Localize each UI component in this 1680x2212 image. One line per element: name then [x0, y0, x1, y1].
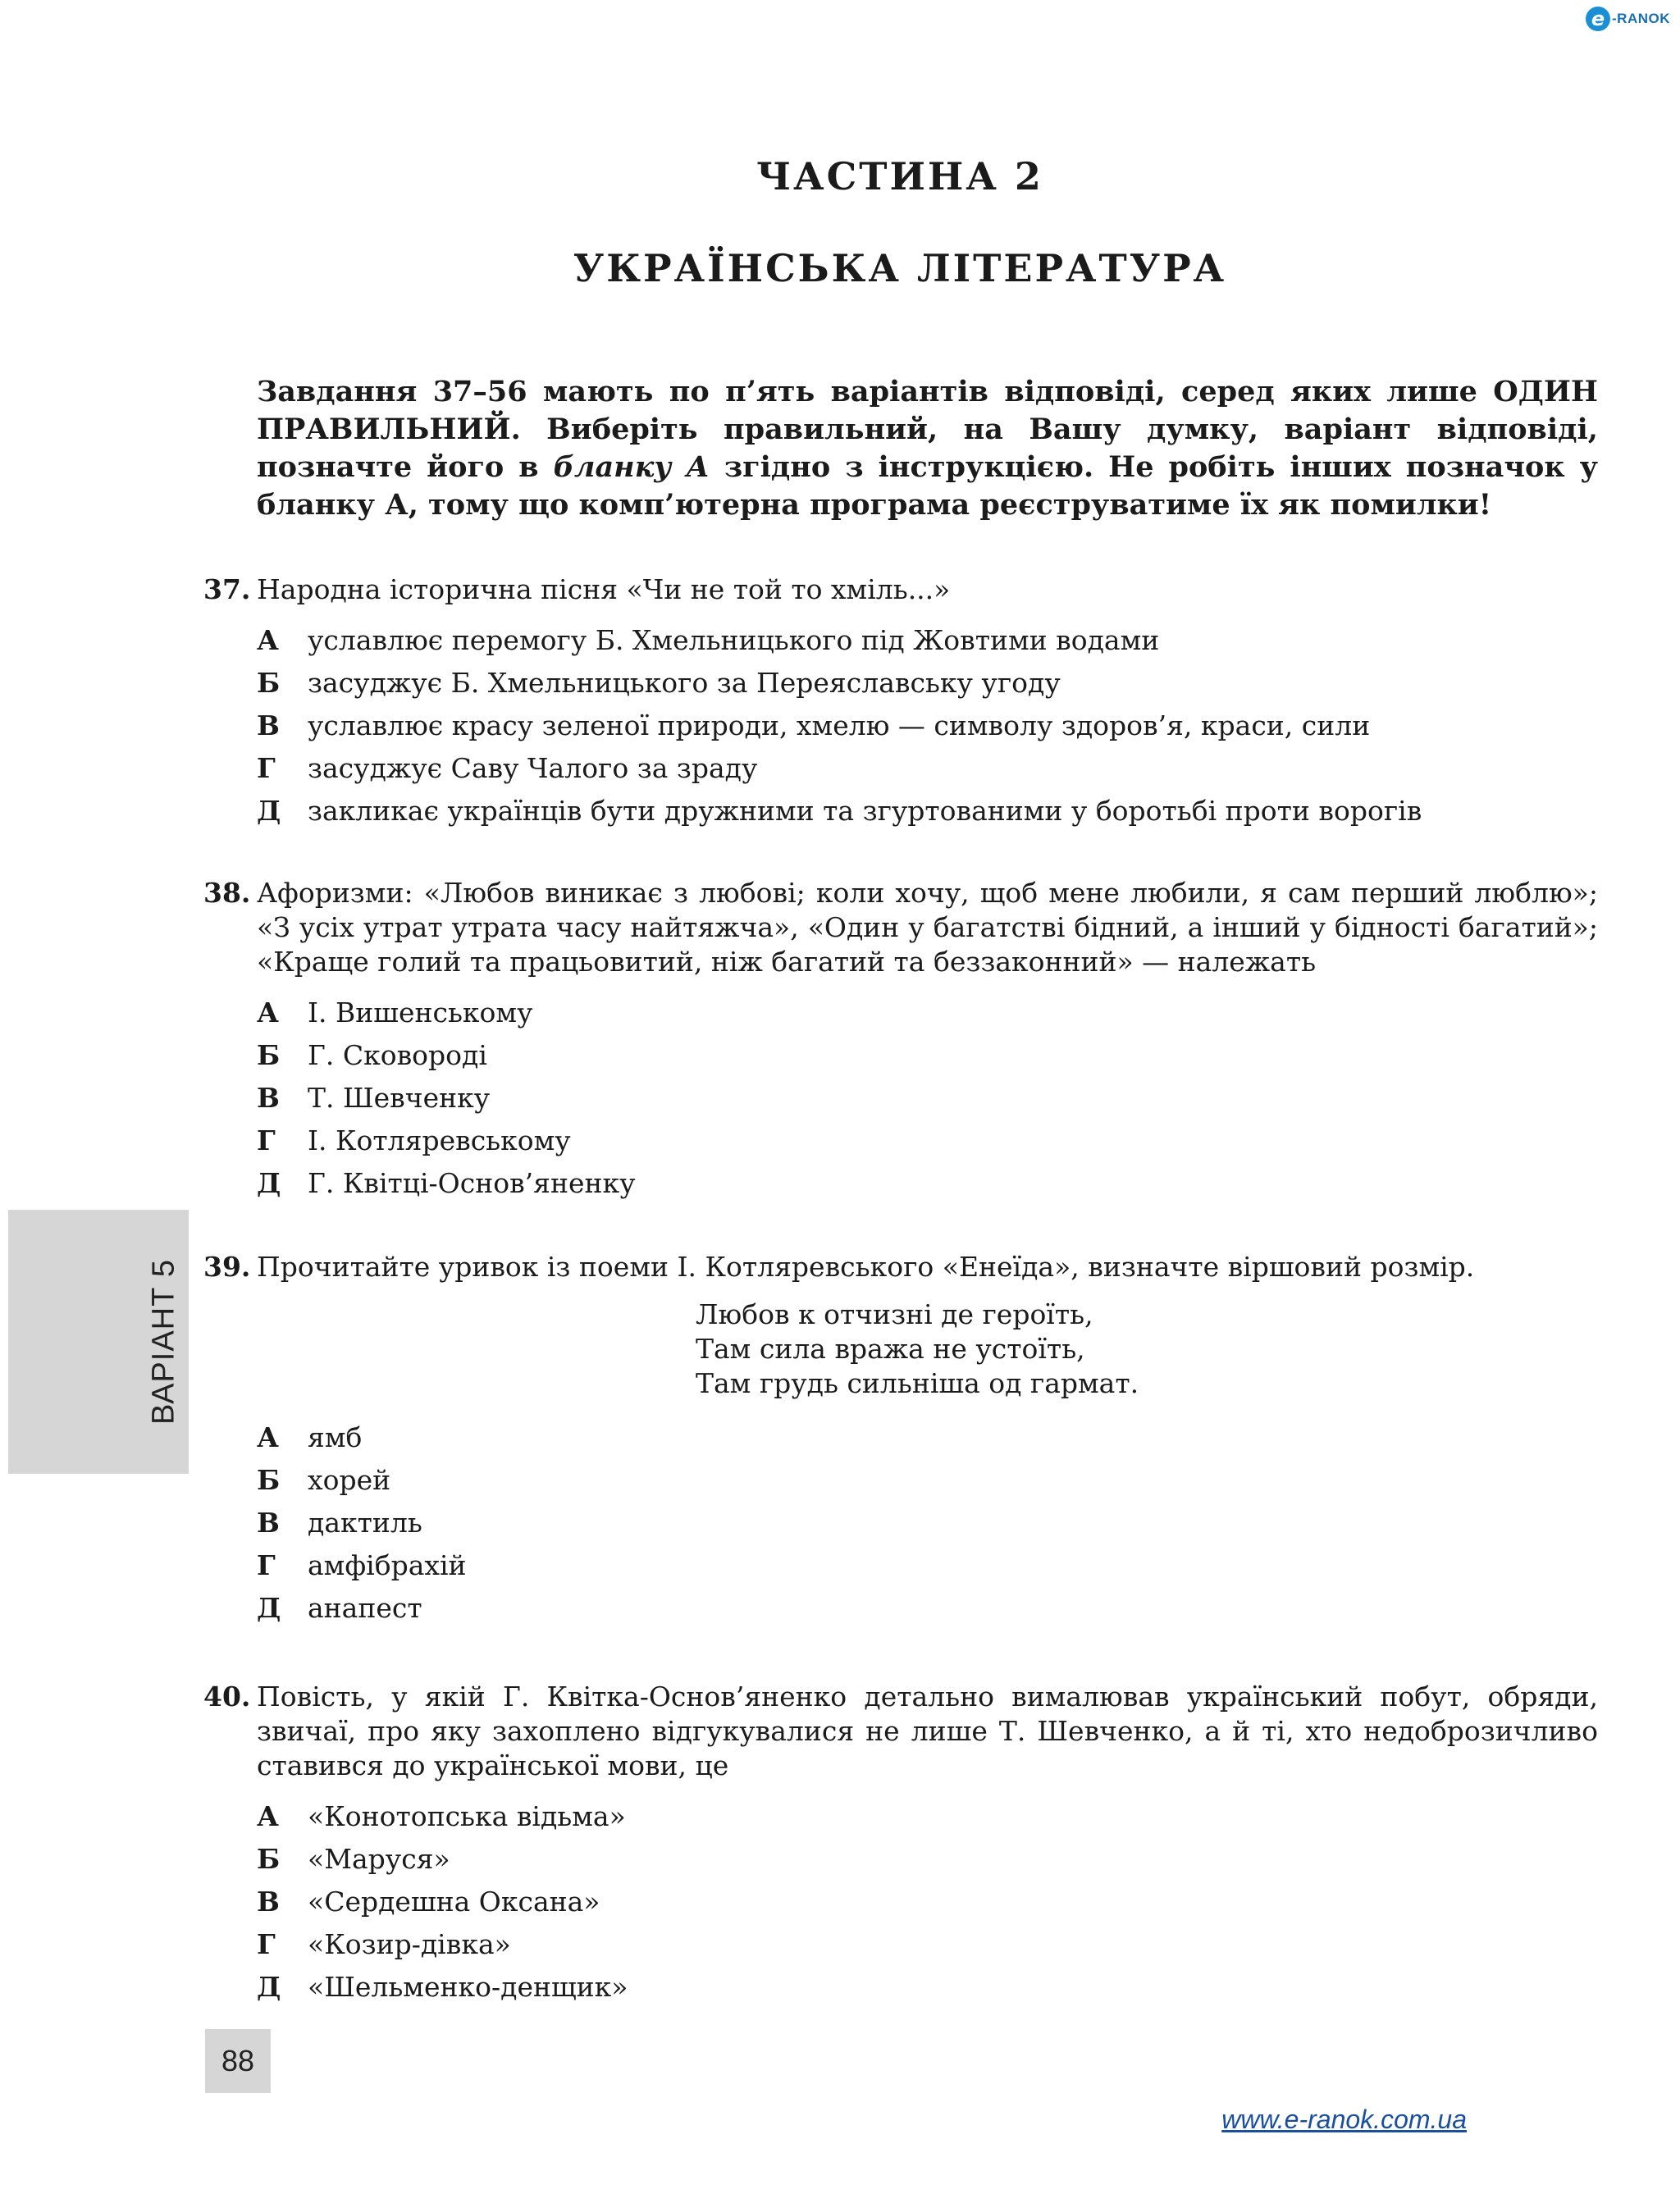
- answer-options: [257, 1416, 1598, 1629]
- option-letter: В: [257, 1081, 280, 1114]
- option-text: «Сердешна Оксана»: [308, 1885, 600, 1918]
- poem-line: Любов к отчизні де героїть,: [696, 1298, 1093, 1330]
- option-letter: А: [257, 623, 279, 656]
- option-letter: Д: [257, 1970, 281, 2003]
- option-letter: Д: [257, 1591, 281, 1624]
- option-text: І. Вишенському: [308, 996, 533, 1028]
- question-40: [203, 1680, 1598, 2008]
- option-letter: А: [257, 1799, 279, 1832]
- answer-option-a[interactable]: [257, 1416, 1598, 1458]
- answer-option-d[interactable]: [257, 1965, 1598, 2008]
- answer-option-a[interactable]: [257, 991, 1598, 1033]
- instructions-part1: Завдання 37–56 мають по п’ять варіантів відповіді, серед яких лише ОДИН ПРАВИЛЬНИЙ. Виберіть правильний, на Вашу думку, варіант відповіді, позначте його в: [257, 375, 1598, 484]
- answer-option-h[interactable]: [257, 1119, 1598, 1161]
- answer-option-a[interactable]: [257, 1795, 1598, 1837]
- logo-e-icon: e: [1586, 7, 1610, 31]
- option-text: І. Котляревському: [308, 1124, 571, 1156]
- answer-option-h[interactable]: [257, 746, 1598, 789]
- publisher-logo: [1586, 5, 1670, 33]
- question-text: Прочитайте уривок із поеми І. Котляревського «Енеїда», визначте віршовий розмір.: [257, 1251, 1475, 1283]
- option-letter: Д: [257, 794, 281, 827]
- option-letter: Б: [257, 1038, 281, 1071]
- answer-option-d[interactable]: [257, 1586, 1598, 1629]
- option-letter: Б: [257, 1842, 281, 1875]
- answer-option-d[interactable]: [257, 789, 1598, 832]
- answer-option-b[interactable]: [257, 661, 1598, 704]
- subject-title: УКРАЇНСЬКА ЛІТЕРАТУРА: [573, 246, 1227, 290]
- question-number: 39.: [203, 1251, 251, 1283]
- answer-option-v[interactable]: [257, 1880, 1598, 1922]
- option-text: анапест: [308, 1591, 422, 1624]
- option-letter: Б: [257, 666, 281, 699]
- answer-option-a[interactable]: [257, 618, 1598, 661]
- question-text: Народна історична пісня «Чи не той то хміль...»: [257, 573, 951, 605]
- answer-option-v[interactable]: [257, 1501, 1598, 1544]
- answer-option-b[interactable]: [257, 1458, 1598, 1501]
- option-letter: В: [257, 1885, 280, 1918]
- option-text: амфібрахій: [308, 1548, 467, 1581]
- part-title: ЧАСТИНА 2: [756, 154, 1043, 198]
- question-text: Повість, у якій Г. Квітка-Основ’яненко детально вималював український побут, обряди, звичаї, про яку захоплено відгукувалися не лише Т. Шевченко, а й ті, хто недоброзичливо ставився до української мови, це: [257, 1681, 1598, 1781]
- option-letter: Г: [257, 751, 276, 784]
- question-number: 37.: [203, 573, 251, 605]
- option-letter: А: [257, 996, 279, 1028]
- poem-excerpt: [696, 1298, 1598, 1401]
- instructions: [257, 373, 1598, 524]
- variant-label: ВАРІАНТ 5: [146, 1258, 181, 1425]
- option-text: «Конотопська відьма»: [308, 1799, 626, 1832]
- option-text: ямб: [308, 1421, 363, 1453]
- instructions-part2: згідно з інструкцією. Не робіть інших позначок у бланку А, тому що комп’ютерна програма реєструватиме їх як помилки!: [257, 450, 1598, 522]
- question-39: [203, 1250, 1598, 1629]
- answer-option-v[interactable]: [257, 704, 1598, 746]
- logo-text: -RANOK: [1612, 11, 1670, 26]
- option-text: «Козир-дівка»: [308, 1927, 511, 1960]
- question-text: Афоризми: «Любов виникає з любові; коли хочу, щоб мене любили, я сам перший люблю»; «З усіх утрат утрата часу найтяжча», «Один у багатстві бідний, а інший у бідності багатий»; «Краще голий та працьовитий, ніж багатий та беззаконний» — належать: [257, 877, 1598, 978]
- answer-option-v[interactable]: [257, 1076, 1598, 1119]
- answer-options: [257, 618, 1598, 832]
- instructions-italic: бланку А: [553, 450, 710, 484]
- answer-option-b[interactable]: [257, 1033, 1598, 1076]
- option-text: Г. Сковороді: [308, 1038, 487, 1071]
- option-text: хорей: [308, 1463, 391, 1496]
- answer-options: [257, 991, 1598, 1204]
- poem-line: Там сила вража не устоїть,: [696, 1333, 1085, 1365]
- option-text: дактиль: [308, 1506, 422, 1539]
- option-text: закликає українців бути дружними та згуртованими у боротьбі проти ворогів: [308, 794, 1422, 827]
- option-text: Г. Квітці-Основ’яненку: [308, 1166, 636, 1199]
- answer-options: [257, 1795, 1598, 2008]
- option-text: засуджує Б. Хмельницького за Переяславську угоду: [308, 666, 1061, 699]
- answer-option-h[interactable]: [257, 1922, 1598, 1965]
- option-letter: Б: [257, 1463, 281, 1496]
- answer-option-h[interactable]: [257, 1544, 1598, 1586]
- option-letter: Г: [257, 1548, 276, 1581]
- answer-option-b[interactable]: [257, 1837, 1598, 1880]
- option-text: «Шельменко-денщик»: [308, 1970, 628, 2003]
- option-text: Т. Шевченку: [308, 1081, 491, 1114]
- option-text: «Маруся»: [308, 1842, 450, 1875]
- option-letter: В: [257, 709, 280, 741]
- option-text: засуджує Саву Чалого за зраду: [308, 751, 758, 784]
- question-number: 40.: [203, 1681, 251, 1713]
- option-letter: В: [257, 1506, 280, 1539]
- option-letter: Г: [257, 1124, 276, 1156]
- option-letter: Д: [257, 1166, 281, 1199]
- question-number: 38.: [203, 877, 251, 909]
- question-37: [203, 572, 1598, 832]
- option-letter: Г: [257, 1927, 276, 1960]
- answer-option-d[interactable]: [257, 1161, 1598, 1204]
- page-number: 88: [205, 2029, 271, 2093]
- option-letter: А: [257, 1421, 279, 1453]
- option-text: уславлює красу зеленої природи, хмелю — символу здоров’я, краси, сили: [308, 709, 1371, 741]
- footer-website-link[interactable]: www.e-ranok.com.ua: [1221, 2105, 1467, 2134]
- option-text: уславлює перемогу Б. Хмельницького під Жовтими водами: [308, 623, 1160, 656]
- poem-line: Там грудь сильніша од гармат.: [696, 1367, 1139, 1399]
- question-38: [203, 876, 1598, 1204]
